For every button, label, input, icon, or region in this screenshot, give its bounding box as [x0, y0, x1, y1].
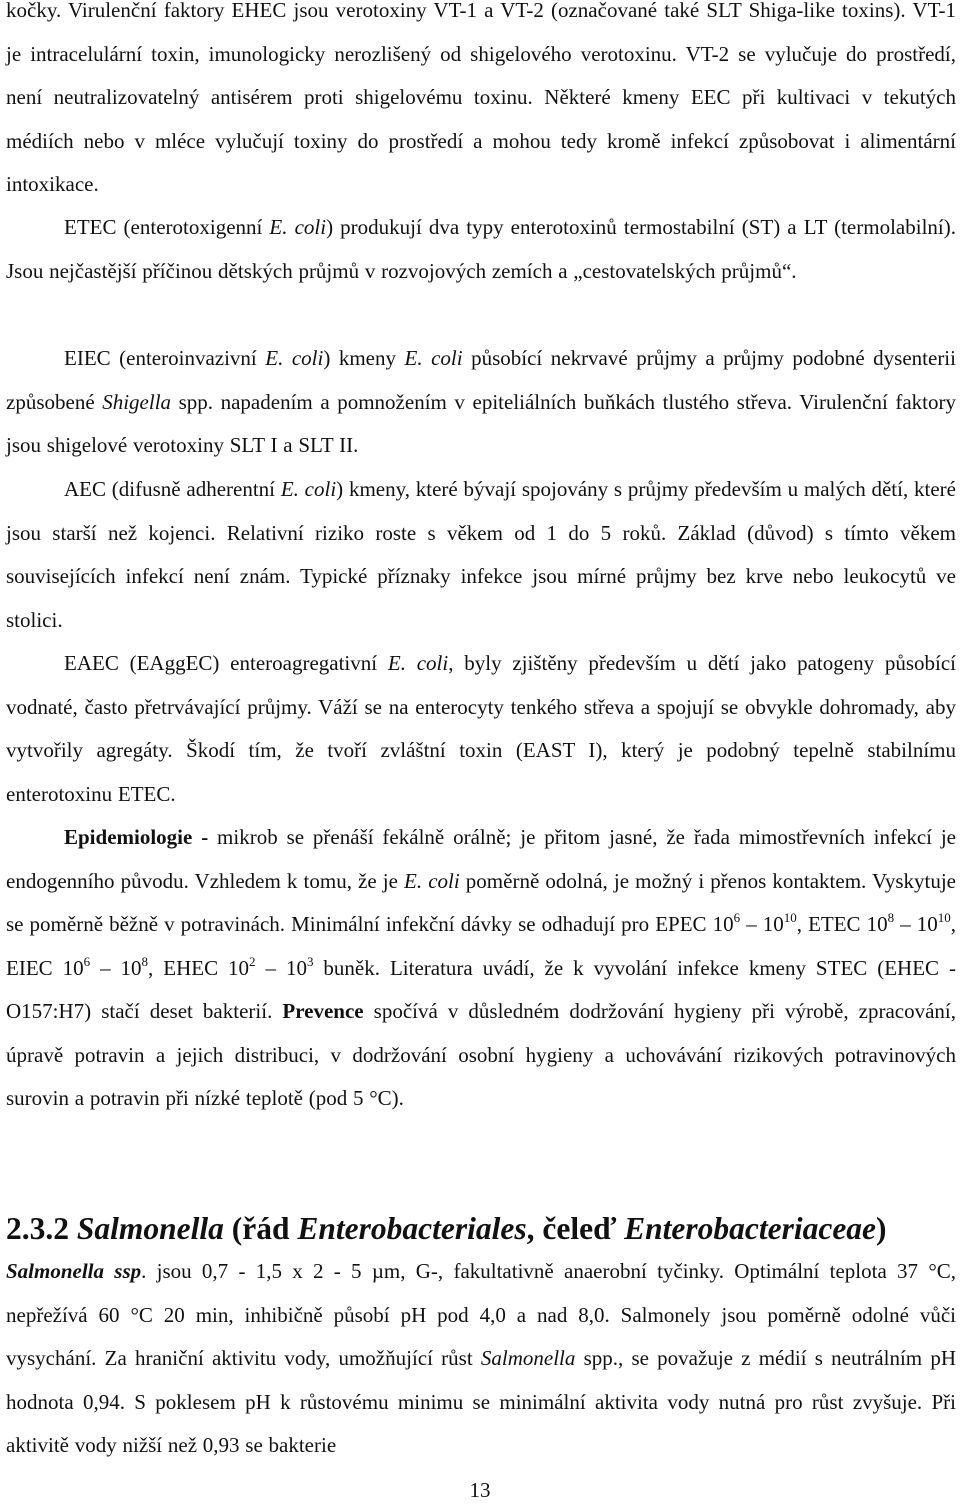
section-heading-salmonella: 2.3.2 Salmonella (řád Enterobacteriales, čeleď Enterobacteriaceae) [6, 1211, 887, 1246]
paragraph-ehec-virulence: kočky. Virulenční faktory EHEC jsou verotoxiny VT-1 a VT-2 (označované také SLT Shiga-like toxins). VT-1 je intracelulární toxin, imunologicky nerozlišený od shigelového verotoxinu. VT-2 se vylučuje do prostředí, není neutralizovatelný antisérem proti shigelovému toxinu. Některé kmeny EEC při kultivaci v tekutých médiích nebo v mléce vylučují toxiny do prostředí a mohou tedy kromě infekcí způsobovat i alimentární intoxikace. [6, 0, 956, 196]
paragraph-eaec: EAEC (EAggEC) enteroagregativní E. coli, byly zjištěny především u dětí jako patogeny působící vodnaté, často přetrvávající průjmy. Váží se na enterocyty tenkého střeva a spojují se obvykle dohromady, aby vytvořily agregáty. Škodí tím, že tvoří zvláštní toxin (EAST I), který je podobný tepelně stabilnímu enterotoxinu ETEC. [6, 651, 956, 806]
paragraph-eiec: EIEC (enteroinvazivní E. coli) kmeny E. coli působící nekrvavé průjmy a průjmy podobné dysenterii způsobené Shigella spp. napadením a pomnožením v epiteliálních buňkách tlustého střeva. Virulenční faktory jsou shigelové verotoxiny SLT I a SLT II. [6, 346, 956, 457]
paragraph-aec: AEC (difusně adherentní E. coli) kmeny, které bývají spojovány s průjmy především u malých dětí, které jsou starší než kojenci. Relativní riziko roste s věkem od 1 do 5 roků. Základ (důvod) s tímto věkem souvisejících infekcí není znám. Typické příznaky infekce jsou mírné průjmy bez krve nebo leukocytů ve stolici. [6, 477, 956, 632]
paragraph-epidemiology: Epidemiologie - mikrob se přenáší fekálně orálně; je přitom jasné, že řada mimostřevních infekcí je endogenního původu. Vzhledem k tomu, že je E. coli poměrně odolná, je možný i přenos kontaktem. Vyskytuje se poměrně běžně v potravinách. Minimální infekční dávky se odhadují pro EPEC $10^6 - 10^{10}$, ETEC $10^8 - 10^{10}$, EIEC $10^6 - 10^8$, EHEC $10^2 - 10^3$ buněk. Literatura uvádí, že k vyvolání infekce kmeny STEC (EHEC - O157:H7) stačí deset bakterií. Prevence spočívá v důsledném dodržování hygieny při výrobě, zpracování, úpravě potravin a jejich distribuci, v dodržování osobní hygieny a uchovávání rizikových potravinových surovin a potravin při nízké teplotě (pod 5 °C). [6, 825, 957, 1110]
paragraph-salmonella: Salmonella ssp. jsou 0,7 - 1,5 x 2 - 5 µm, G-, fakultativně anaerobní tyčinky. Optimální teplota 37 °C, nepřežívá 60 °C 20 min, inhibičně působí pH pod 4,0 a nad 8,0. Salmonely jsou poměrně odolné vůči vysychání. Za hraniční aktivitu vody, umožňující růst Salmonella spp., se považuje z médií s neutrálním pH hodnota 0,94. S poklesem pH k růstovému minimu se minimální aktivita vody nutná pro růst zvyšuje. Při aktivitě vody nižší než 0,93 se bakterie [6, 1259, 957, 1457]
page-number: 13 [469, 1478, 491, 1502]
paragraph-etec: ETEC (enterotoxigenní E. coli) produkují dva typy enterotoxinů termostabilní (ST) a LT (termolabilní). Jsou nejčastější příčinou dětských průjmů v rozvojových zemích a „cestovatelských průjmů“. [6, 215, 956, 283]
